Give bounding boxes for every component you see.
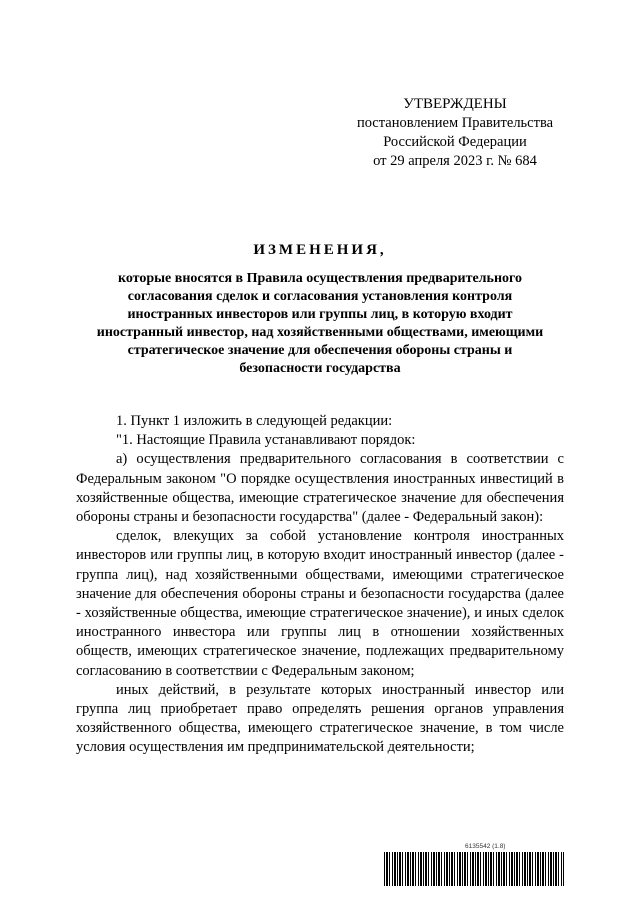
barcode-label: 6135542 (1.8) — [465, 843, 506, 850]
approval-line-2: Российской Федерации — [383, 134, 527, 150]
paragraph-5: иных действий, в результате которых иностранный инвестор или группа лиц приобретает право определять решения органов управления хозяйственного общества, имеющего стратегическое значение, в том числе условия осуществления им предпринимательской деятельности; — [76, 681, 564, 756]
paragraph-1: 1. Пункт 1 изложить в следующей редакции: — [116, 413, 393, 429]
approval-line-3: от 29 апреля 2023 г. № 684 — [373, 153, 537, 169]
document-body — [76, 412, 564, 758]
document-title: ИЗМЕНЕНИЯ, — [253, 242, 387, 258]
paragraph-3: а) осуществления предварительного согласования в соответствии с Федеральным законом "О порядке осуществления иностранных инвестиций в хозяйственные общества, имеющие стратегическое значение для обеспечения обороны страны и безопасности государства" (далее - Федеральный закон): — [76, 451, 564, 526]
approval-line-1: постановлением Правительства — [356, 115, 554, 131]
paragraph-2: "1. Настоящие Правила устанавливают порядок: — [116, 432, 416, 449]
document-subtitle: которые вносятся в Правила осуществления предварительного согласования сделок и согласования установления контроля иностранных инвесторов или группы лиц, в которую входит иностранный инвестор, над хозяйственными обществами, имеющими стратегическое значение для обеспечения обороны страны и безопасности государства — [96, 271, 544, 376]
approval-stamp — [350, 95, 560, 171]
barcode-icon — [384, 852, 564, 886]
paragraph-4: сделок, влекущих за собой установление контроля иностранных инвесторов или группы лиц, в которую входит иностранный инвестор (далее - группа лиц), над хозяйственными обществами, имеющими стратегическое значение для обеспечения обороны страны и безопасности государства (далее - хозяйственные общества, имеющие стратегическое значение), и иных сделок иностранного инвестора или группы лиц в отношении хозяйственных обществ, имеющих стратегическое значение, подлежащих предварительному согласованию в соответствии с Федеральным законом; — [76, 528, 564, 679]
approval-heading: УТВЕРЖДЕНЫ — [403, 96, 507, 112]
